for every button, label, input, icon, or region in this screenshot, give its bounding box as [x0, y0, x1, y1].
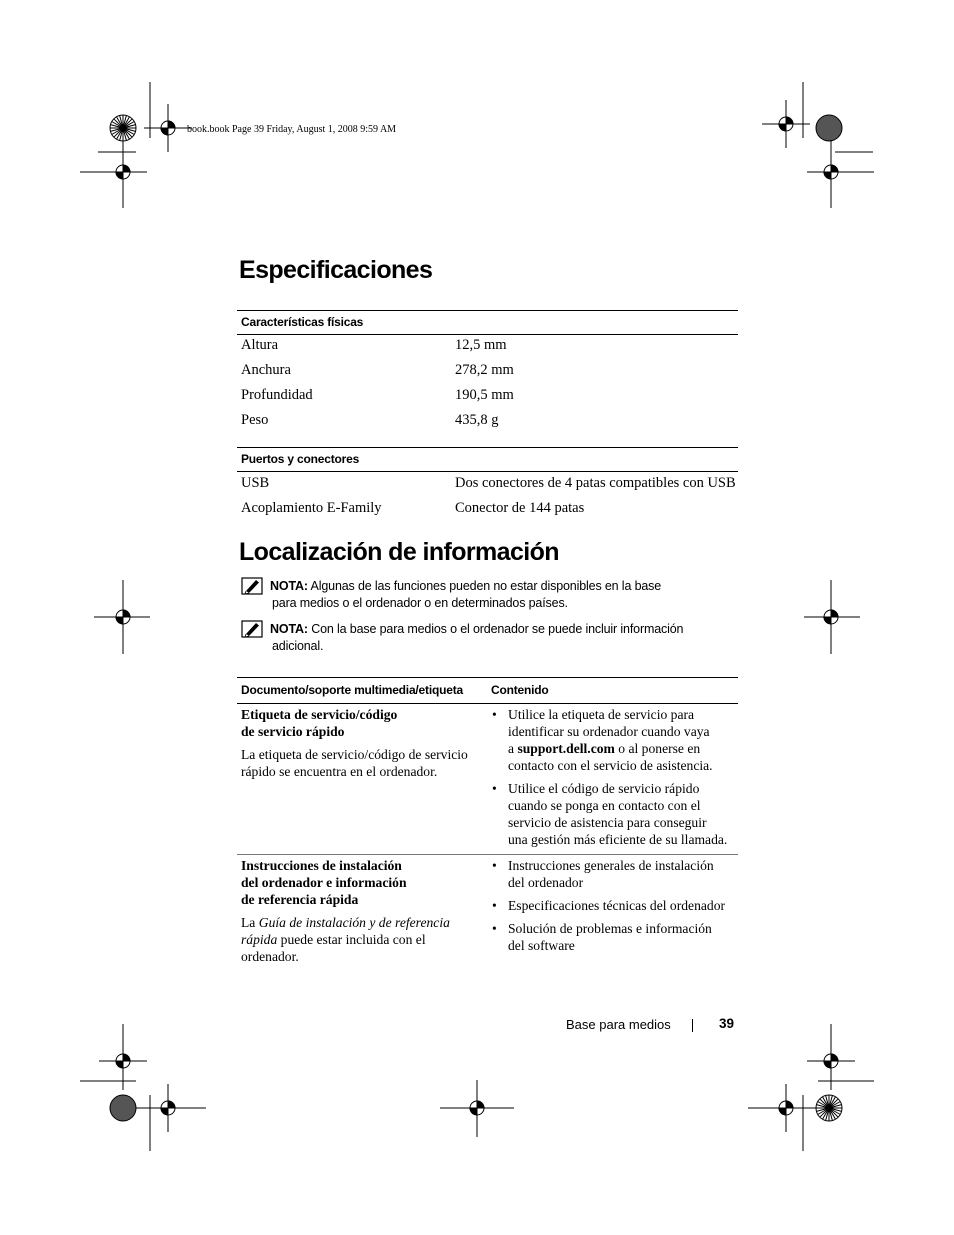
table-rule: [237, 677, 738, 678]
table-rule: [237, 471, 738, 472]
row-title: del ordenador e información: [241, 875, 407, 890]
row-desc: La etiqueta de servicio/código de servicio: [241, 747, 468, 762]
page-number: 39: [719, 1016, 735, 1031]
list-item: [492, 706, 742, 774]
spec-value-height: 12,5 mm: [455, 337, 507, 353]
info-row-1-doc: [241, 706, 486, 780]
bullet-line: • Instrucciones generales de instalación: [508, 858, 714, 873]
spec-label-width: Anchura: [241, 362, 291, 378]
bullet-line: servicio de asistencia para conseguir: [508, 815, 707, 830]
gray-target: [110, 1095, 136, 1121]
table-rule: [237, 854, 738, 855]
info-row-1-content: [492, 706, 742, 854]
bullet-line: • Utilice el código de servicio rápido: [508, 781, 700, 796]
list-item: [492, 857, 742, 891]
specs-title: Especificaciones: [239, 256, 433, 284]
info-col1-header: Documento/soporte multimedia/etiqueta: [241, 683, 463, 697]
row-desc: rápido se encuentra en el ordenador.: [241, 764, 438, 779]
bullet-line: del ordenador: [508, 875, 584, 890]
note-text: Con la base para medios o el ordenador se puede incluir información: [307, 622, 684, 636]
bullet-line: contacto con el servicio de asistencia.: [508, 758, 713, 773]
info-title: Localización de información: [239, 538, 559, 566]
bullet-line: • Utilice la etiqueta de servicio para: [508, 707, 695, 722]
spec-value-weight: 435,8 g: [455, 412, 499, 428]
guide-title: Guía de instalación y de referencia: [258, 915, 450, 930]
spec-label-height: Altura: [241, 337, 279, 353]
bullet-line: [508, 740, 742, 757]
gray-target: [816, 115, 842, 141]
note-text: Algunas de las funciones pueden no estar disponibles en la base: [307, 579, 662, 593]
guide-title: rápida: [241, 932, 278, 947]
bullet-line: • Especificaciones técnicas del ordenador: [508, 898, 726, 913]
bullet-text: o al ponerse en: [614, 741, 701, 756]
spec-label-depth: Profundidad: [241, 387, 313, 403]
row-desc: [241, 914, 486, 931]
note-1-line-2: para medios o el ordenador o en determinados países.: [272, 596, 568, 610]
port-label-usb: USB: [241, 475, 270, 491]
ports-header: Puertos y conectores: [241, 452, 360, 466]
spec-value-width: 278,2 mm: [455, 362, 514, 378]
footer-section: Base para medios: [566, 1017, 671, 1032]
note-pencil-icon: [241, 620, 263, 638]
bullet-line: • Solución de problemas e información: [508, 921, 712, 936]
port-label-dock: Acoplamiento E-Family: [241, 500, 382, 516]
bullet-line: cuando se ponga en contacto con el: [508, 798, 701, 813]
bullet-line: del software: [508, 938, 575, 953]
note-label: NOTA:: [270, 622, 308, 636]
table-rule: [237, 334, 738, 335]
note-1-line-1: [270, 579, 661, 593]
support-link[interactable]: support.dell.com: [517, 741, 615, 756]
row-desc: [241, 931, 486, 948]
spec-label-weight: Peso: [241, 412, 269, 428]
bullet-text: a: [508, 741, 518, 756]
row-title: de servicio rápido: [241, 724, 345, 739]
list-item: [492, 920, 742, 954]
spec-value-depth: 190,5 mm: [455, 387, 514, 403]
bullet-line: una gestión más eficiente de su llamada.: [508, 832, 728, 847]
row-title: de referencia rápida: [241, 892, 359, 907]
port-value-usb: Dos conectores de 4 patas compatibles con USB: [455, 475, 736, 491]
physical-header: Características físicas: [241, 315, 364, 329]
port-value-dock: Conector de 144 patas: [455, 500, 585, 516]
footer-divider: [692, 1019, 693, 1032]
row-desc: ordenador.: [241, 949, 299, 964]
note-2-line-2: adicional.: [272, 639, 324, 653]
list-item: [492, 780, 742, 848]
bullet-line: identificar su ordenador cuando vaya: [508, 724, 710, 739]
table-rule: [237, 703, 738, 704]
row-desc-text: puede estar incluida con el: [277, 932, 426, 947]
list-item: [492, 897, 742, 914]
row-title: Etiqueta de servicio/código: [241, 707, 398, 722]
table-rule: [237, 447, 738, 448]
info-row-2-content: [492, 857, 742, 960]
note-pencil-icon: [241, 577, 263, 595]
note-label: NOTA:: [270, 579, 308, 593]
row-desc-text: La: [241, 915, 259, 930]
print-header: book.book Page 39 Friday, August 1, 2008 9:59 AM: [187, 124, 397, 135]
info-row-2-doc: [241, 857, 486, 965]
row-title: Instrucciones de instalación: [241, 858, 402, 873]
info-col2-header: Contenido: [491, 683, 549, 697]
table-rule: [237, 310, 738, 311]
note-2-line-1: [270, 622, 683, 636]
